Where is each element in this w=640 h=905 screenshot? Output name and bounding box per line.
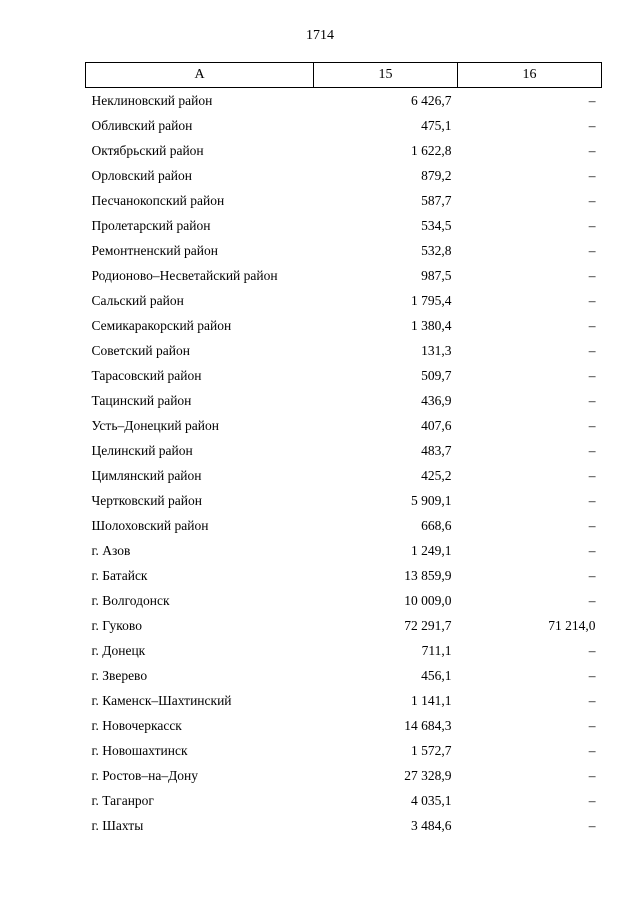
row-name-cell: Неклиновский район (91, 92, 213, 108)
row-name-cell: Чертковский район (91, 492, 202, 508)
table-row (86, 263, 602, 288)
row-value-16-cell: – (588, 767, 596, 783)
row-value-15-cell: 4 035,1 (411, 792, 452, 808)
row-name-cell: г. Волгодонск (91, 592, 170, 608)
table-row (86, 538, 602, 563)
column-header-a: А (86, 63, 314, 88)
row-name-cell: Обливский район (91, 117, 193, 133)
row-value-15-cell: 6 426,7 (411, 92, 452, 108)
row-value-16-cell: – (588, 292, 596, 308)
table-row (86, 238, 602, 263)
row-value-16-cell: – (588, 142, 596, 158)
row-value-15-cell: 425,2 (421, 467, 452, 483)
table-row (86, 763, 602, 788)
table-row (86, 688, 602, 713)
row-value-15-cell: 1 572,7 (411, 742, 452, 758)
row-name-cell: Пролетарский район (91, 217, 211, 233)
row-name-cell: г. Новочеркасск (91, 717, 182, 733)
row-value-16-cell: – (588, 192, 596, 208)
page-number: 1714 (306, 28, 334, 43)
table-row (86, 288, 602, 313)
row-value-16-cell: – (588, 817, 596, 833)
row-name-cell: г. Ростов–на–Дону (91, 767, 199, 783)
row-value-15-cell: 13 859,9 (404, 567, 452, 583)
row-name-cell: Семикаракорский район (91, 317, 232, 333)
row-name-cell: Тарасовский район (91, 367, 202, 383)
row-name-cell: г. Таганрог (91, 792, 154, 808)
table-row (86, 413, 602, 438)
row-value-16-cell: – (588, 692, 596, 708)
row-value-16-cell: – (588, 517, 596, 533)
table-row (86, 463, 602, 488)
table-row (86, 613, 602, 638)
row-value-16-cell: – (588, 492, 596, 508)
row-value-16-cell: – (588, 217, 596, 233)
table-row (86, 663, 602, 688)
row-name-cell: Сальский район (91, 292, 184, 308)
row-value-16-cell: – (588, 642, 596, 658)
row-value-16-cell: – (588, 92, 596, 108)
table-row (86, 738, 602, 763)
row-name-cell: Ремонтненский район (91, 242, 218, 258)
table-row (86, 513, 602, 538)
table-row (86, 638, 602, 663)
row-value-15-cell: 483,7 (421, 442, 452, 458)
table-row (86, 213, 602, 238)
table-row (86, 163, 602, 188)
row-value-16-cell: – (588, 467, 596, 483)
table-header (86, 63, 602, 88)
row-value-16-cell: – (588, 317, 596, 333)
row-name-cell: Целинский район (91, 442, 193, 458)
row-name-cell: г. Зверево (91, 667, 148, 683)
table-row (86, 388, 602, 413)
row-value-15-cell: 407,6 (421, 417, 452, 433)
row-name-cell: г. Новошахтинск (91, 742, 188, 758)
row-name-cell: Песчанокопский район (91, 192, 225, 208)
row-value-16-cell: – (588, 742, 596, 758)
table-row (86, 488, 602, 513)
row-value-16-cell: – (588, 667, 596, 683)
row-value-15-cell: 72 291,7 (404, 617, 452, 633)
row-value-15-cell: 532,8 (421, 242, 452, 258)
table-body (86, 88, 602, 839)
row-name-cell: г. Гуково (91, 617, 142, 633)
row-name-cell: Советский район (91, 342, 190, 358)
row-value-15-cell: 509,7 (421, 367, 452, 383)
row-value-15-cell: 987,5 (421, 267, 452, 283)
row-value-16-cell: – (588, 417, 596, 433)
table-row (86, 138, 602, 163)
header-row (86, 63, 602, 88)
row-value-15-cell: 5 909,1 (411, 492, 452, 508)
row-value-16-cell: – (588, 442, 596, 458)
table-row (86, 788, 602, 813)
table-row (86, 313, 602, 338)
row-value-15-cell: 27 328,9 (404, 767, 452, 783)
row-value-16-cell: – (588, 567, 596, 583)
table-row (86, 363, 602, 388)
row-value-15-cell: 587,7 (421, 192, 452, 208)
row-value-15-cell: 1 380,4 (411, 317, 452, 333)
row-value-16-cell: – (588, 267, 596, 283)
row-value-15-cell: 879,2 (421, 167, 452, 183)
row-name-cell: Октябрьский район (91, 142, 204, 158)
row-value-16-cell: – (588, 717, 596, 733)
row-value-15-cell: 1 622,8 (411, 142, 452, 158)
row-value-16-cell: 71 214,0 (548, 617, 596, 633)
row-value-16-cell: – (588, 792, 596, 808)
row-value-16-cell: – (588, 542, 596, 558)
row-value-15-cell: 10 009,0 (404, 592, 452, 608)
row-value-16-cell: – (588, 367, 596, 383)
table-row (86, 113, 602, 138)
table-row (86, 338, 602, 363)
row-value-16-cell: – (588, 392, 596, 408)
table-row (86, 588, 602, 613)
table-row (86, 188, 602, 213)
row-name-cell: Цимлянский район (91, 467, 202, 483)
column-header-16: 16 (458, 63, 602, 88)
row-value-16-cell: – (588, 342, 596, 358)
row-value-15-cell: 1 795,4 (411, 292, 452, 308)
row-value-16-cell: – (588, 242, 596, 258)
row-name-cell: Орловский район (91, 167, 192, 183)
row-value-15-cell: 534,5 (421, 217, 452, 233)
row-value-15-cell: 456,1 (421, 667, 452, 683)
row-name-cell: г. Каменск–Шахтинский (91, 692, 232, 708)
row-name-cell: г. Шахты (91, 817, 144, 833)
row-value-15-cell: 1 249,1 (411, 542, 452, 558)
row-name-cell: г. Азов (91, 542, 131, 558)
row-name-cell: г. Батайск (91, 567, 148, 583)
row-name-cell: Тацинский район (91, 392, 192, 408)
budget-table (85, 62, 602, 838)
table-row (86, 713, 602, 738)
row-value-15-cell: 436,9 (421, 392, 452, 408)
row-value-15-cell: 3 484,6 (411, 817, 452, 833)
row-value-16-cell: – (588, 117, 596, 133)
row-value-16-cell: – (588, 167, 596, 183)
row-value-16-cell: – (588, 592, 596, 608)
table-row (86, 813, 602, 838)
row-name-cell: г. Донецк (91, 642, 146, 658)
row-name-cell: Усть–Донецкий район (91, 417, 219, 433)
table-row (86, 438, 602, 463)
row-value-15-cell: 711,1 (421, 642, 452, 658)
row-value-15-cell: 475,1 (421, 117, 452, 133)
row-name-cell: Шолоховский район (91, 517, 209, 533)
table-row (86, 88, 602, 114)
row-value-15-cell: 131,3 (421, 342, 452, 358)
column-header-15: 15 (314, 63, 458, 88)
row-value-15-cell: 668,6 (421, 517, 452, 533)
table-row (86, 563, 602, 588)
row-value-15-cell: 1 141,1 (411, 692, 452, 708)
row-value-15-cell: 14 684,3 (404, 717, 452, 733)
row-name-cell: Родионово–Несветайский район (91, 267, 278, 283)
